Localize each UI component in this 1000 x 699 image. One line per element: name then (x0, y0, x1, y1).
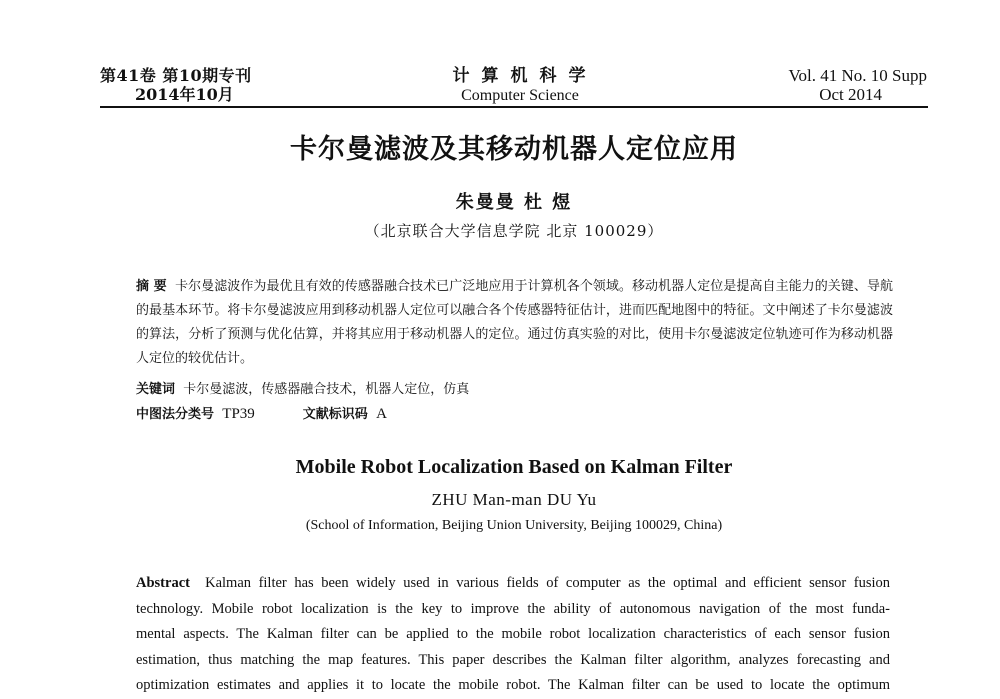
clc-label: 中图法分类号 (136, 407, 215, 422)
abstract-en-line: technology. Mobile robot localization is the key to improve the ability of autonomous navigation of the most funda- (136, 600, 890, 617)
journal-name (420, 66, 620, 105)
header-rule (100, 106, 928, 108)
journal-name-en: Computer Science (461, 87, 579, 104)
clc-code: TP39 (222, 406, 255, 422)
classification-row (136, 402, 893, 427)
journal-name-cn: 计算机科学 (452, 66, 598, 86)
doc-code-label: 文献标识码 (302, 407, 368, 422)
keywords-cn-text: 卡尔曼滤波，传感器融合技术，机器人定位，仿真 (183, 382, 470, 397)
volume-issue-en: Vol. 41 No. 10 Supp (788, 66, 927, 85)
keywords-cn (136, 378, 893, 402)
publication-date-en: Oct 2014 (819, 85, 882, 104)
abstract-cn-label: 摘 要 (136, 279, 167, 294)
abstract-cn-text: 卡尔曼滤波作为最优且有效的传感器融合技术已广泛地应用于计算机各个领域。移动机器人定位是提高自主能力的关键、导航的最基本环节。将卡尔曼滤波应用到移动机器人定位可以融合各个传感器特征估计，进而匹配地图中的特征。文中阐述了卡尔曼滤波的算法，分析了预测与优化估算，并将其应用于移动机器人的定位。通过仿真实验的对比，使用卡尔曼滤波定位轨迹可作为移动机器人定位的较优估计。 (136, 279, 893, 366)
paper-title-en: Mobile Robot Localization Based on Kalman Filter (295, 456, 733, 478)
journal-volume-info-en (700, 66, 927, 104)
abstract-en-label: Abstract (136, 575, 190, 591)
volume-issue: 第41卷 第10期专刊 (100, 66, 252, 85)
doc-code: A (376, 406, 387, 422)
affiliation-en: (School of Information, Beijing Union University, Beijing 100029, China) (305, 518, 723, 533)
authors-cn: 朱曼曼 杜 煜 (455, 192, 573, 213)
abstract-en-line: estimation, thus matching the map features. This paper describes the Kalman filter algorithm, analyzes forecasting and (136, 651, 890, 668)
keywords-cn-label: 关键词 (136, 382, 176, 397)
abstract-en (136, 571, 890, 699)
authors-en: ZHU Man-man DU Yu (431, 490, 597, 509)
paper-title-cn: 卡尔曼滤波及其移动机器人定位应用 (290, 134, 738, 165)
abstract-cn (136, 275, 893, 371)
publication-date: 2014年10月 (135, 85, 234, 104)
journal-volume-info (100, 66, 340, 104)
affiliation-cn: （北京联合大学信息学院 北京 100029） (364, 222, 664, 240)
abstract-en-line: optimization estimates and applies it to locate the mobile robot. The Kalman filter can be used to locate the optimum (136, 677, 890, 693)
abstract-en-line: Abstract Kalman filter has been widely used in various fields of computer as the optimal and efficient sensor fusion (136, 575, 890, 591)
abstract-en-line: mental aspects. The Kalman filter can be applied to the mobile robot localization characteristics of each sensor fusion (136, 626, 890, 642)
